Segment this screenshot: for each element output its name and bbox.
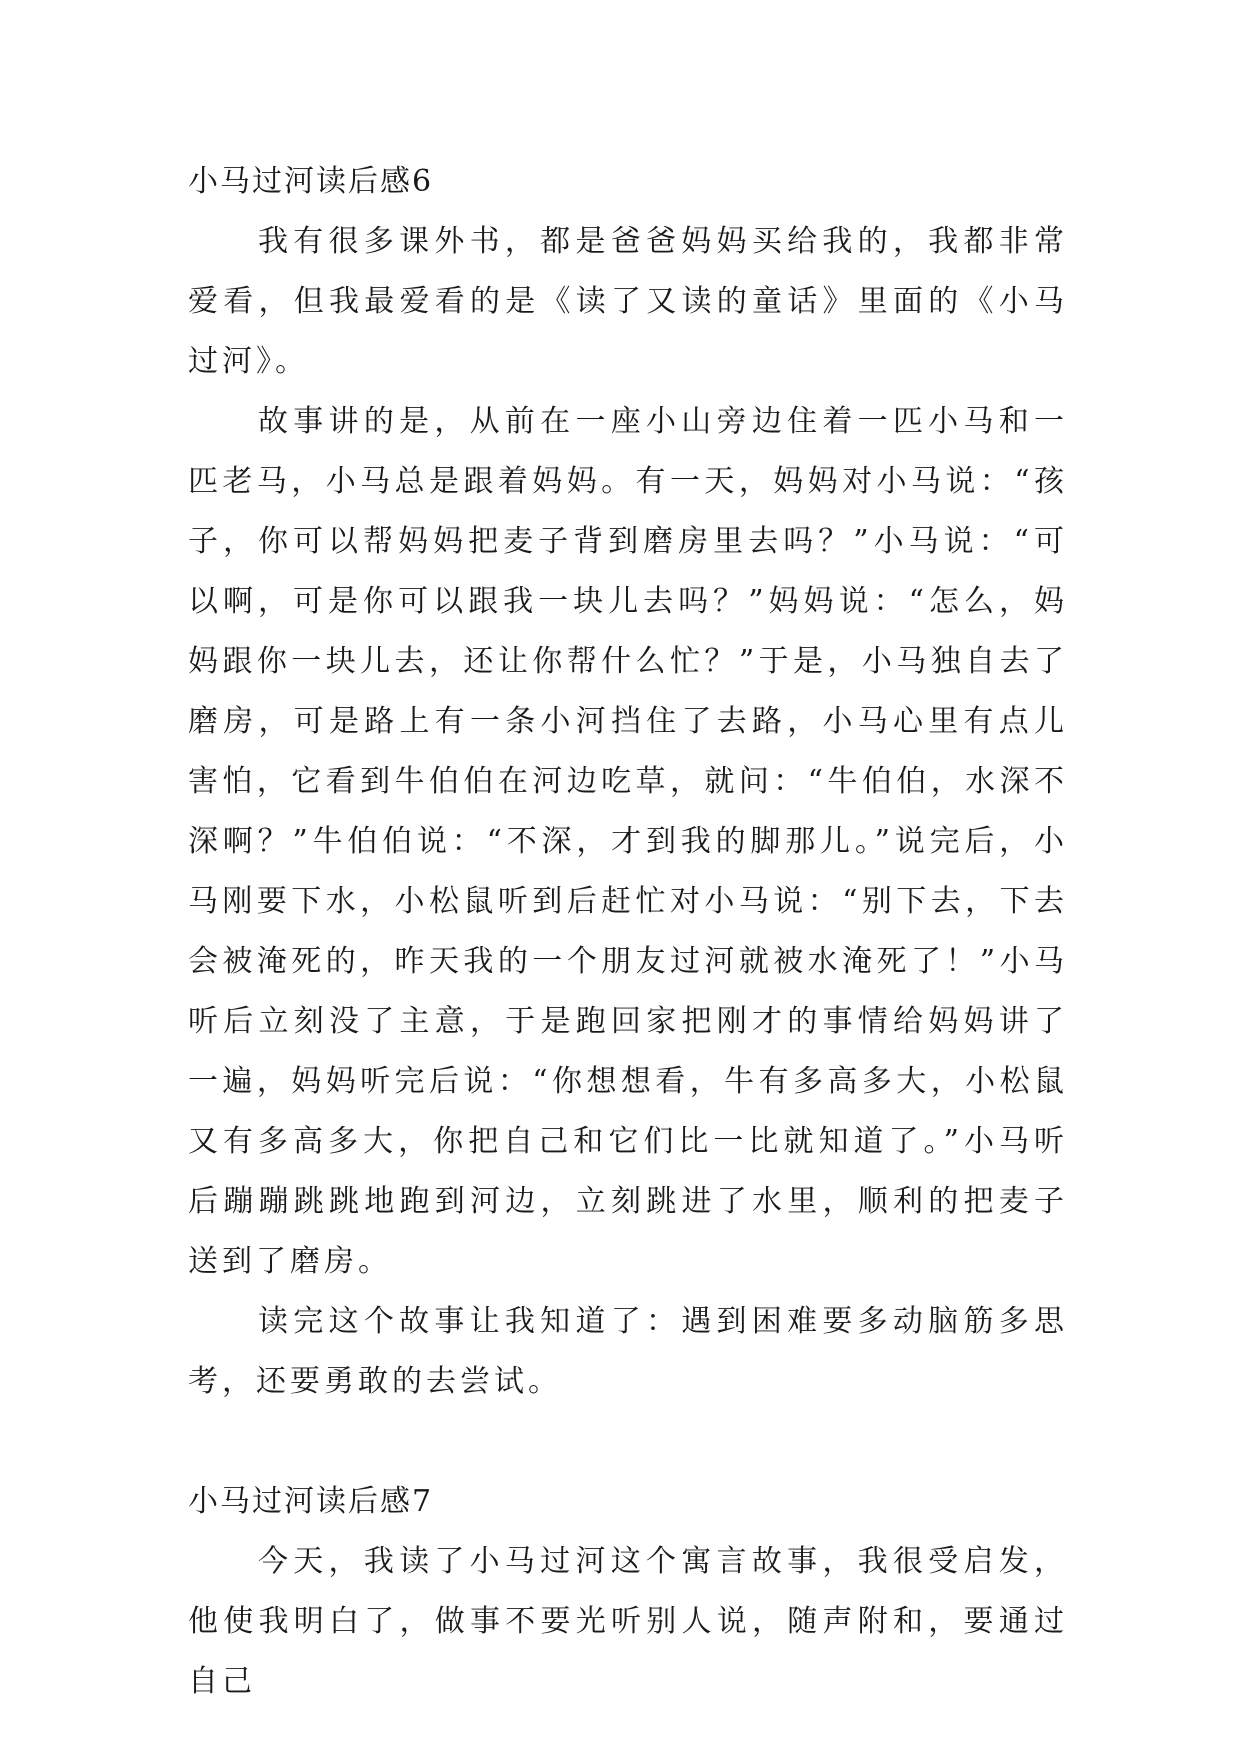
essay-paragraph: 今天，我读了小马过河这个寓言故事，我很受启发，他使我明白了，做事不要光听别人说，随声附和，要通过自己 — [188, 1544, 1068, 1699]
document-body — [188, 152, 1068, 1712]
essay-section-6 — [188, 152, 1068, 1412]
section-divider-space — [188, 1412, 1068, 1472]
essay-paragraph: 我有很多课外书，都是爸爸妈妈买给我的，我都非常爱看，但我最爱看的是《读了又读的童话》里面的《小马过河》。 — [188, 224, 1068, 379]
essay-section-7 — [188, 1472, 1068, 1712]
essay-paragraph: 读完这个故事让我知道了：遇到困难要多动脑筋多思考，还要勇敢的去尝试。 — [188, 1304, 1068, 1399]
essay-title: 小马过河读后感6 — [188, 164, 434, 199]
essay-title: 小马过河读后感7 — [188, 1484, 434, 1519]
essay-paragraph: 故事讲的是，从前在一座小山旁边住着一匹小马和一匹老马，小马总是跟着妈妈。有一天，妈妈对小马说：“孩子，你可以帮妈妈把麦子背到磨房里去吗？”小马说：“可以啊，可是你可以跟我一块儿去吗？”妈妈说：“怎么，妈妈跟你一块儿去，还让你帮什么忙？”于是，小马独自去了磨房，可是路上有一条小河挡住了去路，小马心里有点儿害怕，它看到牛伯伯在河边吃草，就问：“牛伯伯，水深不深啊？”牛伯伯说：“不深，才到我的脚那儿。”说完后，小马刚要下水，小松鼠听到后赶忙对小马说：“别下去，下去会被淹死的，昨天我的一个朋友过河就被水淹死了！”小马听后立刻没了主意，于是跑回家把刚才的事情给妈妈讲了一遍，妈妈听完后说：“你想想看，牛有多高多大，小松鼠又有多高多大，你把自己和它们比一比就知道了。”小马听后蹦蹦跳跳地跑到河边，立刻跳进了水里，顺利的把麦子送到了磨房。 — [188, 404, 1068, 1279]
